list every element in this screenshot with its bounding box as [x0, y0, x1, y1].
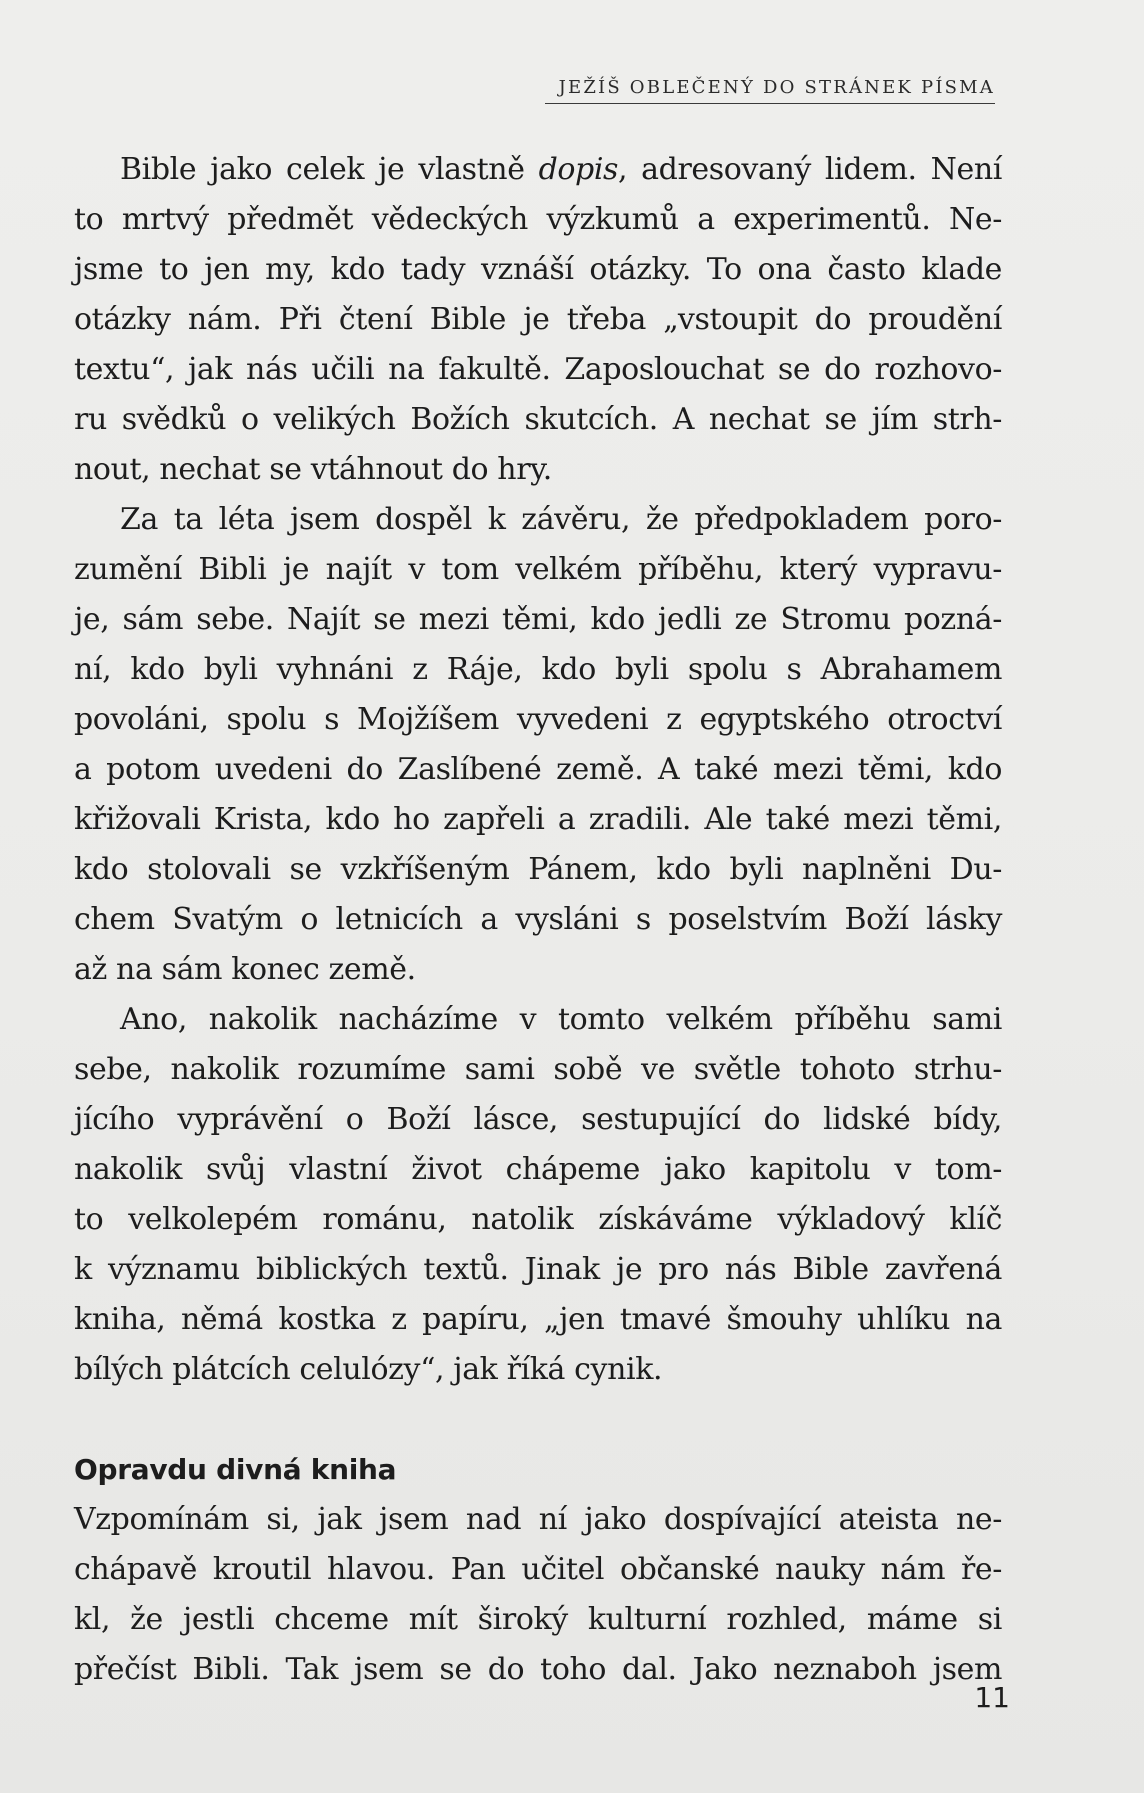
text-line: to mrtvý předmět vědeckých výzkumů a experimentů. Ne- — [74, 202, 1002, 237]
text-line: zumění Bibli je najít v tom velkém příběhu, který vypravu- — [74, 552, 1002, 587]
text-line: Bible jako celek je vlastně dopis, adresovaný lidem. Není — [120, 152, 1002, 187]
text-line: kdo stolovali se vzkříšeným Pánem, kdo byli naplněni Du- — [74, 852, 1002, 887]
text-line: k významu biblických textů. Jinak je pro nás Bible zavřená — [74, 1252, 1002, 1287]
text-line: kniha, němá kostka z papíru, „jen tmavé šmouhy uhlíku na — [74, 1302, 1002, 1337]
text-line: nakolik svůj vlastní život chápeme jako kapitolu v tom- — [74, 1152, 1002, 1187]
section-heading: Opravdu divná kniha — [74, 1453, 397, 1486]
text-line: ru svědků o velikých Božích skutcích. A nechat se jím strh- — [74, 402, 1002, 437]
text-line: Vzpomínám si, jak jsem nad ní jako dospívající ateista ne- — [74, 1502, 1002, 1537]
running-head: JEŽÍŠ OBLEČENÝ DO STRÁNEK PÍSMA — [558, 77, 995, 98]
text-line: až na sám konec země. — [74, 952, 416, 987]
text-line: křižovali Krista, kdo ho zapřeli a zradili. Ale také mezi těmi, — [74, 802, 1002, 837]
text-line: jícího vyprávění o Boží lásce, sestupující do lidské bídy, — [74, 1102, 1002, 1137]
text-line: to velkolepém románu, natolik získáváme výkladový klíč — [74, 1202, 1002, 1237]
body-text — [74, 145, 1002, 1695]
page-number: 11 — [974, 1681, 1010, 1714]
header-rule — [545, 103, 995, 104]
text-line: Ano, nakolik nacházíme v tomto velkém příběhu sami — [120, 1002, 1002, 1037]
text-line: ní, kdo byli vyhnáni z Ráje, kdo byli spolu s Abrahamem — [74, 652, 1002, 687]
text-line: nout, nechat se vtáhnout do hry. — [74, 452, 552, 487]
text-line: jsme to jen my, kdo tady vznáší otázky. To ona často klade — [74, 252, 1002, 287]
text-line: otázky nám. Při čtení Bible je třeba „vstoupit do proudění — [74, 302, 1002, 337]
text-line: povoláni, spolu s Mojžíšem vyvedeni z egyptského otroctví — [74, 702, 1002, 737]
text-line: textu“, jak nás učili na fakultě. Zaposlouchat se do rozhovo- — [74, 352, 1002, 387]
text-line: je, sám sebe. Najít se mezi těmi, kdo jedli ze Stromu pozná- — [74, 602, 1002, 637]
text-line: Za ta léta jsem dospěl k závěru, že předpokladem poro- — [120, 502, 1002, 537]
emphasis-dopis: dopis — [538, 152, 619, 187]
text-line: bílých plátcích celulózy“, jak říká cynik. — [74, 1352, 663, 1387]
text-line: chápavě kroutil hlavou. Pan učitel občanské nauky nám ře- — [74, 1552, 1002, 1587]
text-line: chem Svatým o letnicích a vysláni s poselstvím Boží lásky — [74, 902, 1002, 937]
text-line: a potom uvedeni do Zaslíbené země. A také mezi těmi, kdo — [74, 752, 1002, 787]
text-line: přečíst Bibli. Tak jsem se do toho dal. Jako neznaboh jsem — [74, 1652, 1002, 1687]
text-line: kl, že jestli chceme mít široký kulturní rozhled, máme si — [74, 1602, 1002, 1637]
text-line: sebe, nakolik rozumíme sami sobě ve světle tohoto strhu- — [74, 1052, 1002, 1087]
